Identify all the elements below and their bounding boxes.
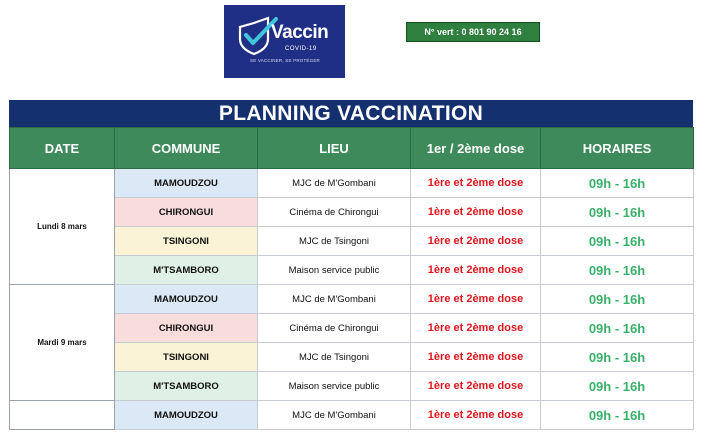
commune-cell: M'TSAMBORO (115, 372, 258, 401)
lieu-cell: Maison service public (258, 372, 411, 401)
lieu-cell: MJC de M'Gombani (258, 401, 411, 430)
table-row (10, 285, 694, 314)
schedule-title: PLANNING VACCINATION (9, 100, 693, 127)
lieu-cell: Cinéma de Chirongui (258, 198, 411, 227)
date-cell: Mardi 9 mars (10, 285, 115, 401)
horaires-cell: 09h - 16h (541, 343, 694, 372)
horaires-cell: 09h - 16h (541, 401, 694, 430)
dose-cell: 1ère et 2ème dose (411, 343, 541, 372)
horaires-cell: 09h - 16h (541, 227, 694, 256)
horaires-cell: 09h - 16h (541, 372, 694, 401)
header-horaires: HORAIRES (541, 128, 694, 169)
commune-cell: CHIRONGUI (115, 198, 258, 227)
schedule-body (10, 169, 694, 430)
lieu-cell: MJC de Tsingoni (258, 227, 411, 256)
horaires-cell: 09h - 16h (541, 314, 694, 343)
dose-cell: 1ère et 2ème dose (411, 169, 541, 198)
dose-cell: 1ère et 2ème dose (411, 314, 541, 343)
lieu-cell: Cinéma de Chirongui (258, 314, 411, 343)
horaires-cell: 09h - 16h (541, 285, 694, 314)
dose-cell: 1ère et 2ème dose (411, 198, 541, 227)
header-dose: 1er / 2ème dose (411, 128, 541, 169)
commune-cell: TSINGONI (115, 343, 258, 372)
header-date: DATE (10, 128, 115, 169)
date-cell: Lundi 8 mars (10, 169, 115, 285)
commune-cell: CHIRONGUI (115, 314, 258, 343)
header-row (10, 128, 694, 169)
commune-cell: MAMOUDZOU (115, 285, 258, 314)
logo-brand-text: Vaccin (271, 22, 329, 43)
logo-subtitle: COVID-19 (285, 46, 317, 52)
schedule-table (9, 127, 694, 430)
commune-cell: MAMOUDZOU (115, 401, 258, 430)
dose-cell: 1ère et 2ème dose (411, 285, 541, 314)
dose-cell: 1ère et 2ème dose (411, 401, 541, 430)
vaccination-schedule (9, 100, 693, 430)
header-lieu: LIEU (258, 128, 411, 169)
logo-slogan: SE VACCINER, SE PROTÉGER (250, 58, 320, 63)
dose-cell: 1ère et 2ème dose (411, 372, 541, 401)
vaccin-covid-logo (224, 5, 345, 78)
dose-cell: 1ère et 2ème dose (411, 256, 541, 285)
lieu-cell: MJC de M'Gombani (258, 285, 411, 314)
dose-cell: 1ère et 2ème dose (411, 227, 541, 256)
commune-cell: TSINGONI (115, 227, 258, 256)
horaires-cell: 09h - 16h (541, 198, 694, 227)
lieu-cell: MJC de M'Gombani (258, 169, 411, 198)
header-commune: COMMUNE (115, 128, 258, 169)
hotline-banner: N° vert : 0 801 90 24 16 (406, 22, 540, 42)
table-row (10, 169, 694, 198)
horaires-cell: 09h - 16h (541, 169, 694, 198)
lieu-cell: Maison service public (258, 256, 411, 285)
commune-cell: MAMOUDZOU (115, 169, 258, 198)
horaires-cell: 09h - 16h (541, 256, 694, 285)
date-cell (10, 401, 115, 430)
table-row (10, 401, 694, 430)
commune-cell: M'TSAMBORO (115, 256, 258, 285)
lieu-cell: MJC de Tsingoni (258, 343, 411, 372)
